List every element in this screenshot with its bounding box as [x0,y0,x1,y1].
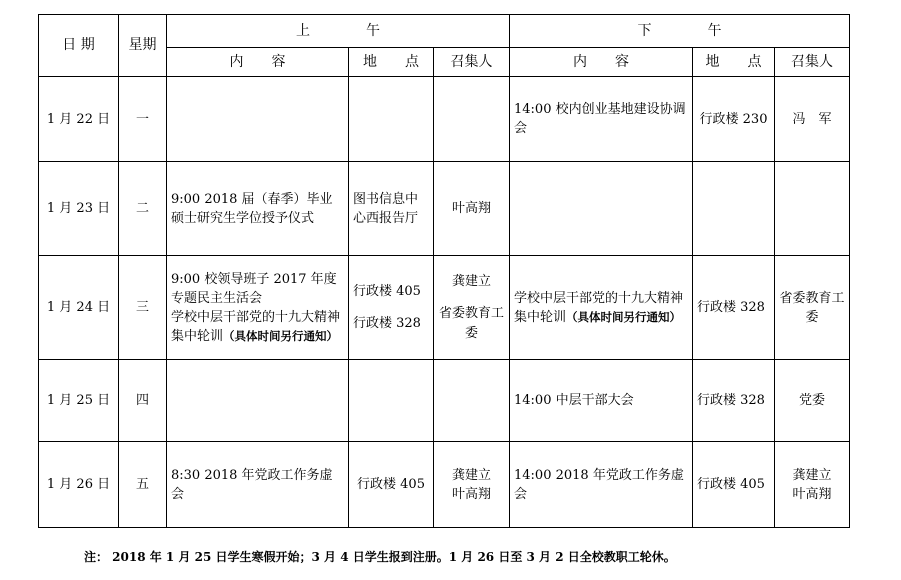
pm-convener: 省委教育工委 [775,256,850,360]
am-content: 8:30 2018 年党政工作务虚会 [167,442,349,528]
am-content-line-1: 9:00 校领导班子 2017 年度专题民主生活会 [171,271,337,306]
row-weekday: 四 [119,360,167,442]
pm-content: 14:00 中层干部大会 [510,360,693,442]
am-content-line-2-text: 学校中层干部党的十九大精神集中轮训 [171,309,341,344]
am-content [167,360,349,442]
header-am-content: 内 容 [167,48,349,77]
table-row [39,77,850,162]
header-date: 日 期 [39,15,119,77]
am-content [167,77,349,162]
am-content [167,256,349,360]
pm-convener [775,162,850,256]
pm-place: 行政楼 405 [693,442,775,528]
am-convener-1: 龚建立 [451,467,491,483]
header-weekday: 星期 [119,15,167,77]
am-place: 图书信息中心西报告厅 [349,162,434,256]
pm-convener-2: 叶高翔 [792,486,832,502]
row-date: 1 月 22 日 [39,77,119,162]
row-weekday: 一 [119,77,167,162]
am-convener [434,77,510,162]
row-date: 1 月 24 日 [39,256,119,360]
am-place-1: 行政楼 405 [353,283,421,299]
pm-content: 14:00 2018 年党政工作务虚会 [510,442,693,528]
row-date: 1 月 23 日 [39,162,119,256]
am-place: 行政楼 405 [349,442,434,528]
header-pm-place: 地 点 [693,48,775,77]
am-content-line-2-note: （具体时间另行通知） [223,328,339,343]
row-date: 1 月 25 日 [39,360,119,442]
am-convener-2: 省委教育工委 [438,305,504,341]
header-am-convener: 召集人 [434,48,510,77]
am-place [349,256,434,360]
am-place [349,360,434,442]
pm-content: 14:00 校内创业基地建设协调会 [510,77,693,162]
pm-content-text: 学校中层干部党的十九大精神集中轮训 [514,290,684,325]
pm-convener: 冯 军 [775,77,850,162]
pm-convener: 党委 [775,360,850,442]
pm-content [510,162,693,256]
table-row [39,256,850,360]
row-weekday: 三 [119,256,167,360]
header-row [39,15,850,48]
am-convener [434,256,510,360]
am-convener [434,442,510,528]
header-pm-content: 内 容 [510,48,693,77]
header-morning: 上 午 [167,15,510,48]
am-place [349,77,434,162]
table-row [39,360,850,442]
table-row [39,162,850,256]
pm-content-note: （具体时间另行通知） [566,309,682,324]
am-convener [434,360,510,442]
table-row [39,442,850,528]
schedule-table [38,14,850,528]
am-content-line-2 [171,308,344,346]
pm-content [510,256,693,360]
row-weekday: 二 [119,162,167,256]
header-afternoon: 下 午 [510,15,850,48]
pm-convener [775,442,850,528]
pm-convener-1: 龚建立 [792,467,832,483]
am-convener: 叶高翔 [434,162,510,256]
am-convener-2: 叶高翔 [451,486,491,502]
footnote: 注： 2018 年 1 月 25 日学生寒假开始；3 月 4 日学生报到注册。1 月 26 日至 3 月 2 日全校教职工轮休。 [84,550,676,564]
pm-place: 行政楼 328 [693,256,775,360]
row-date: 1 月 26 日 [39,442,119,528]
pm-place [693,162,775,256]
pm-place: 行政楼 328 [693,360,775,442]
am-convener-1: 龚建立 [451,273,491,289]
row-weekday: 五 [119,442,167,528]
header-pm-convener: 召集人 [775,48,850,77]
am-place-2: 行政楼 328 [353,315,421,331]
am-content: 9:00 2018 届（春季）毕业硕士研究生学位授予仪式 [167,162,349,256]
header-am-place: 地 点 [349,48,434,77]
pm-place: 行政楼 230 [693,77,775,162]
